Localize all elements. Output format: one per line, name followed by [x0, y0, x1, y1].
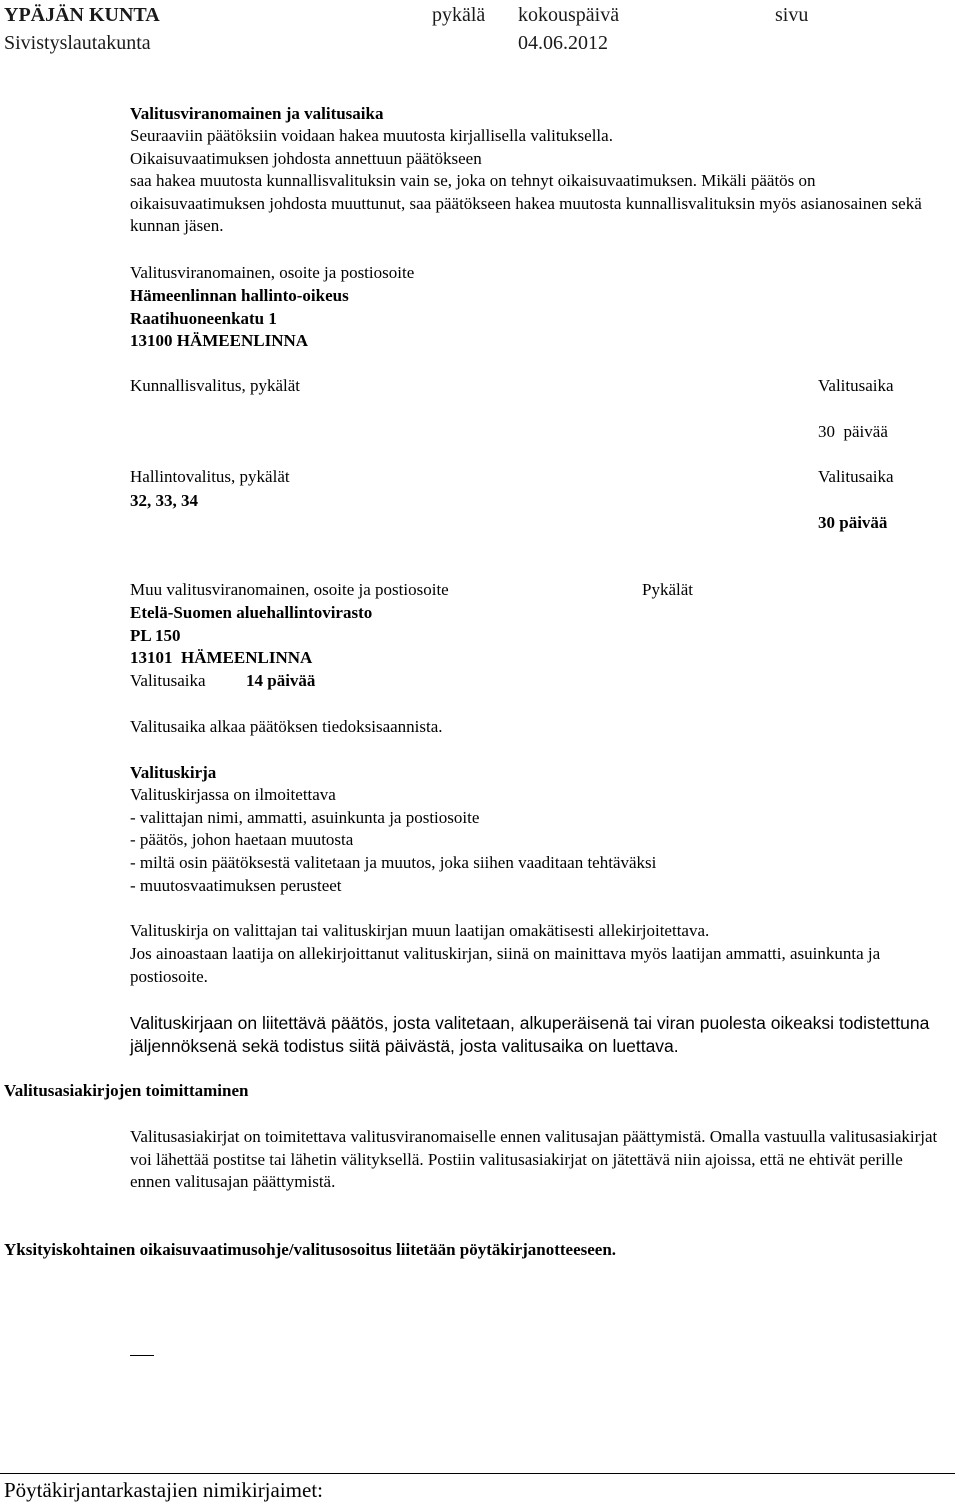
initials-label: Pöytäkirjantarkastajien nimikirjaimet:: [4, 1478, 323, 1502]
meeting-date: 04.06.2012: [518, 32, 608, 54]
appeal-letter-item: - miltä osin päätöksestä valitetaan ja muutos, joka siihen vaaditaan tehtäväksi: [130, 853, 657, 872]
appeal-letter-heading: Valituskirja: [130, 763, 217, 782]
signing-line-1: Valituskirja on valittajan tai valituskirjan muun laatijan omakätisesti allekirjoitettava.: [130, 921, 710, 940]
footer-note: Yksityiskohtainen oikaisuvaatimusohje/valitusosoitus liitetään pöytäkirjanotteeseen.: [4, 1240, 617, 1259]
agency-po-box: PL 150: [130, 626, 181, 645]
header-kokouspaiva: kokouspäivä: [518, 4, 620, 26]
other-sections-label: Pykälät: [642, 580, 693, 599]
agency-name: Etelä-Suomen aluehallintovirasto: [130, 603, 373, 622]
appeal-intro-line-2: Oikaisuvaatimuksen johdosta annettuun päätökseen: [130, 149, 482, 168]
municipal-period-label: Valitusaika: [818, 376, 894, 395]
court-postal: 13100 HÄMEENLINNA: [130, 331, 309, 350]
appeal-letter-intro: Valituskirjassa on ilmoitettava: [130, 785, 336, 804]
footer-divider: [0, 1473, 955, 1474]
appeal-letter-item: - päätös, johon haetaan muutosta: [130, 830, 354, 849]
admin-period-label: Valitusaika: [818, 467, 894, 486]
header-sivu: sivu: [775, 4, 809, 26]
municipal-appeal-label: Kunnallisvalitus, pykälät: [130, 376, 300, 395]
board-name: Sivistyslautakunta: [4, 32, 151, 54]
court-name: Hämeenlinnan hallinto-oikeus: [130, 286, 349, 305]
other-authority-label: Muu valitusviranomainen, osoite ja postiosoite: [130, 580, 449, 599]
appeal-intro-line-1: Seuraaviin päätöksiin voidaan hakea muutosta kirjallisella valituksella.: [130, 126, 613, 145]
address-label: Valitusviranomainen, osoite ja postiosoite: [130, 263, 415, 282]
signing-line-2: Jos ainoastaan laatija on allekirjoittanut valituskirjan, siinä on mainittava myös laatijan ammatti, asuinkunta ja postiosoite.: [130, 944, 881, 986]
delivery-text: Valitusasiakirjat on toimitettava valitusviranomaiselle ennen valitusajan päättymistä. Omalla vastuulla valitusasiakirjat voi lähettää postitse tai lähetin välityksellä. Postiin valitusasiakirjat on jätettävä niin ajoissa, että ne ehtivät perille ennen valitusajan päättymistä.: [130, 1127, 938, 1191]
admin-sections: 32, 33, 34: [130, 491, 198, 510]
court-street: Raatihuoneenkatu 1: [130, 309, 277, 328]
delivery-heading: Valitusasiakirjojen toimittaminen: [4, 1081, 249, 1100]
admin-appeal-label: Hallintovalitus, pykälät: [130, 467, 290, 486]
appeal-letter-item: - valittajan nimi, ammatti, asuinkunta ja postiosoite: [130, 808, 480, 827]
period-start-note: Valitusaika alkaa päätöksen tiedoksisaannista.: [130, 717, 443, 736]
agency-period-value: 14 päivää: [246, 671, 316, 690]
admin-period-value: 30 päivää: [818, 513, 888, 532]
agency-postal: 13101 HÄMEENLINNA: [130, 648, 313, 667]
attachments-note: Valituskirjaan on liitettävä päätös, josta valitetaan, alkuperäisenä tai viran puolesta oikeaksi todistettuna jäljennöksenä sekä todistus siitä päivästä, josta valitusaika on luettava.: [130, 1013, 930, 1056]
header-pykala: pykälä: [432, 4, 486, 26]
municipal-period-value: 30 päivää: [818, 422, 888, 441]
signature-dash: [130, 1355, 154, 1356]
appeal-intro-paragraph: saa hakea muutosta kunnallisvalituksin vain se, joka on tehnyt oikaisuvaatimuksen. Mikäli päätös on oikaisuvaatimuksen johdosta muuttunut, saa päätökseen hakea muutosta kunnallisvalituksin myös asianosainen sekä kunnan jäsen.: [130, 171, 922, 235]
municipality-name: YPÄJÄN KUNTA: [4, 4, 160, 26]
appeal-letter-item: - muutosvaatimuksen perusteet: [130, 876, 342, 895]
agency-period-label: Valitusaika: [130, 671, 206, 690]
appeal-authority-heading: Valitusviranomainen ja valitusaika: [130, 104, 384, 123]
